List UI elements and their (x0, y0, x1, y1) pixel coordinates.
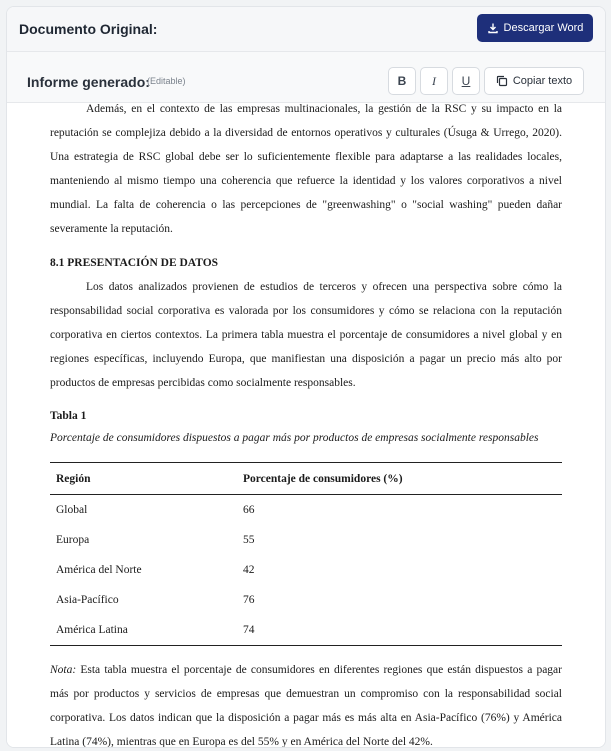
original-document-title: Documento Original: (19, 21, 158, 37)
italic-button[interactable]: I (420, 67, 448, 95)
column-header-percentage: Porcentaje de consumidores (%) (237, 463, 562, 495)
table-header-row (50, 463, 562, 495)
column-header-region: Región (50, 463, 237, 495)
note-text: Esta tabla muestra el porcentaje de consumidores en diferentes regiones que están dispuestos a pagar más por productos y servicios de empresas que demuestran un compromiso con la responsabilidad social corporativa. Los datos indican que la disposición a pagar más es más alta en Asia-Pacífico (76%) y América Latina (74%), mientras que en Europa es del 55% y en América del Norte del 42%. (50, 664, 562, 747)
note-label: Nota: (50, 664, 77, 676)
download-word-label: Descargar Word (503, 22, 584, 34)
download-icon (487, 22, 499, 34)
original-document-bar (7, 7, 605, 52)
percentage-cell: 76 (243, 594, 255, 606)
table-row (50, 615, 562, 646)
percentage-cell: 42 (243, 564, 255, 576)
underline-button[interactable]: U (452, 67, 480, 95)
region-cell: Global (56, 504, 88, 516)
table-caption: Porcentaje de consumidores dispuestos a pagar más por productos de empresas socialmente responsables (50, 432, 539, 444)
table-label: Tabla 1 (50, 410, 87, 422)
region-cell: América Latina (50, 615, 237, 646)
percentage-cell: 55 (243, 534, 255, 546)
region-cell: América del Norte (56, 564, 142, 576)
copy-text-label: Copiar texto (512, 75, 573, 87)
report-editor[interactable] (7, 103, 605, 747)
table-row (50, 495, 562, 526)
generated-report-toolbar (7, 52, 605, 103)
region-cell: Europa (56, 534, 90, 546)
table-row (50, 555, 562, 585)
region-cell: Asia-Pacífico (56, 594, 119, 606)
copy-text-button[interactable] (484, 67, 584, 95)
table-row (50, 585, 562, 615)
percentage-cell: 66 (243, 504, 255, 516)
bold-button[interactable]: B (388, 67, 416, 95)
section-heading: 8.1 PRESENTACIÓN DE DATOS (50, 257, 219, 269)
report-content (50, 103, 562, 747)
generated-report-title: Informe generado: (27, 74, 150, 90)
consumer-table (50, 462, 562, 646)
table-row (50, 525, 562, 555)
paragraph-rsc-multinational: Además, en el contexto de las empresas multinacionales, la gestión de la RSC y su impacto en la reputación se complejiza debido a la diversidad de entornos operativos y culturales (Úsuga & Urrego, 2020). Una estrategia de RSC global debe ser lo suficientemente flexible para adaptarse a las realidades locales, manteniendo al mismo tiempo una coherencia que refuerce la identidad y los valores corporativos a nivel mundial. La falta de coherencia o las percepciones de "greenwashing" o "social washing" pueden dañar severamente la reputación. (50, 103, 562, 235)
percentage-cell: 74 (237, 615, 562, 646)
document-panel (6, 6, 606, 748)
download-word-button[interactable] (477, 14, 593, 42)
copy-icon (496, 75, 508, 87)
table-note (50, 658, 562, 747)
paragraph-data-presentation: Los datos analizados provienen de estudios de terceros y ofrecen una perspectiva sobre cómo la responsabilidad social corporativa es valorada por los consumidores y cómo se relaciona con la reputación corporativa en ciertos contextos. La primera tabla muestra el porcentaje de consumidores a nivel global y en regiones específicas, incluyendo Europa, que manifiestan una disposición a pagar un precio más alto por productos de empresas percibidas como socialmente responsables. (50, 281, 562, 389)
editable-hint: (Editable) (147, 76, 186, 86)
